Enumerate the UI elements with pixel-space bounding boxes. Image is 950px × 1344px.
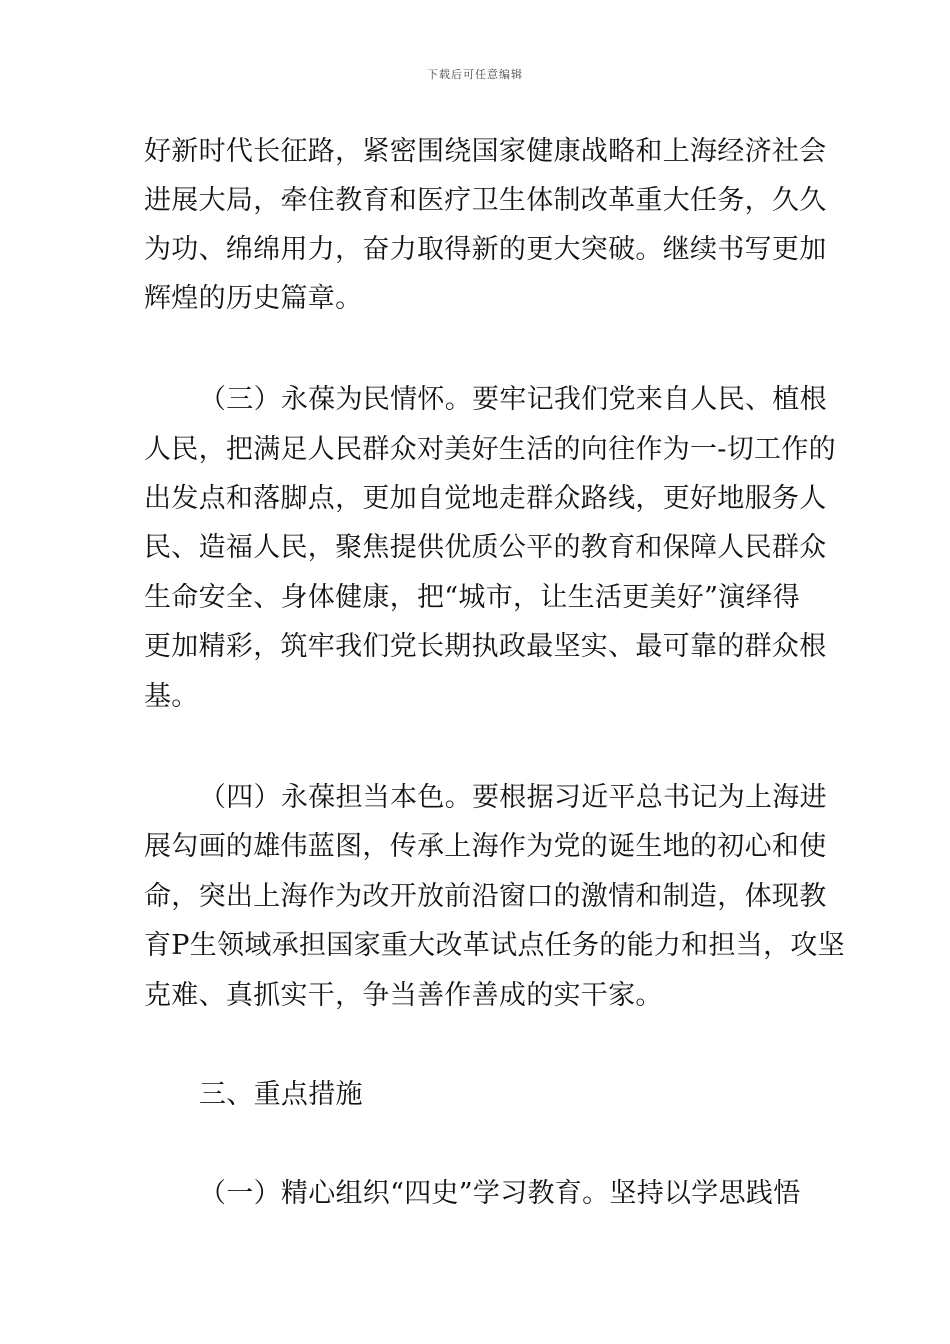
text-line: 为功、绵绵用力，奋力取得新的更大突破。继续书写更加	[144, 234, 827, 265]
text-line: 辉煌的历史篇章。	[144, 283, 363, 314]
text-line: 展勾画的雄伟蓝图，传承上海作为党的诞生地的初心和使	[144, 831, 827, 862]
text-line: 出发点和落脚点，更加自觉地走群众路线，更好地服务人	[144, 483, 827, 514]
text-line: 好新时代长征路，紧密围绕国家健康战略和上海经济社会	[144, 136, 827, 167]
text-line: 基。	[144, 681, 199, 712]
text-line: （四）永葆担当本色。要根据习近平总书记为上海进	[199, 782, 827, 813]
page-header: 下载后可任意编辑	[427, 68, 523, 81]
text-line: 育P生领域承担国家重大改革试点任务的能力和担当，攻坚	[144, 930, 845, 961]
text-line: 进展大局，牵住教育和医疗卫生体制改革重大任务，久久	[144, 185, 827, 216]
text-line: （三）永葆为民情怀。要牢记我们党来自人民、植根	[199, 384, 827, 415]
section-heading: 三、重点措施	[199, 1079, 363, 1110]
text-line: 更加精彩，筑牢我们党长期执政最坚实、最可靠的群众根	[144, 631, 827, 662]
text-line: 生命安全、身体健康，把“城市，让生活更美好”演绎得	[144, 582, 801, 613]
text-line: （一）精心组织“四史”学习教育。坚持以学思践悟	[199, 1178, 801, 1209]
text-line: 民、造福人民，聚焦提供优质公平的教育和保障人民群众	[144, 532, 827, 563]
text-line: 人民，把满足人民群众对美好生活的向往作为一-切工作的	[144, 434, 836, 465]
text-line: 克难、真抓实干，争当善作善成的实干家。	[144, 980, 663, 1011]
text-line: 命，突出上海作为改开放前沿窗口的激情和制造，体现教	[144, 881, 827, 912]
